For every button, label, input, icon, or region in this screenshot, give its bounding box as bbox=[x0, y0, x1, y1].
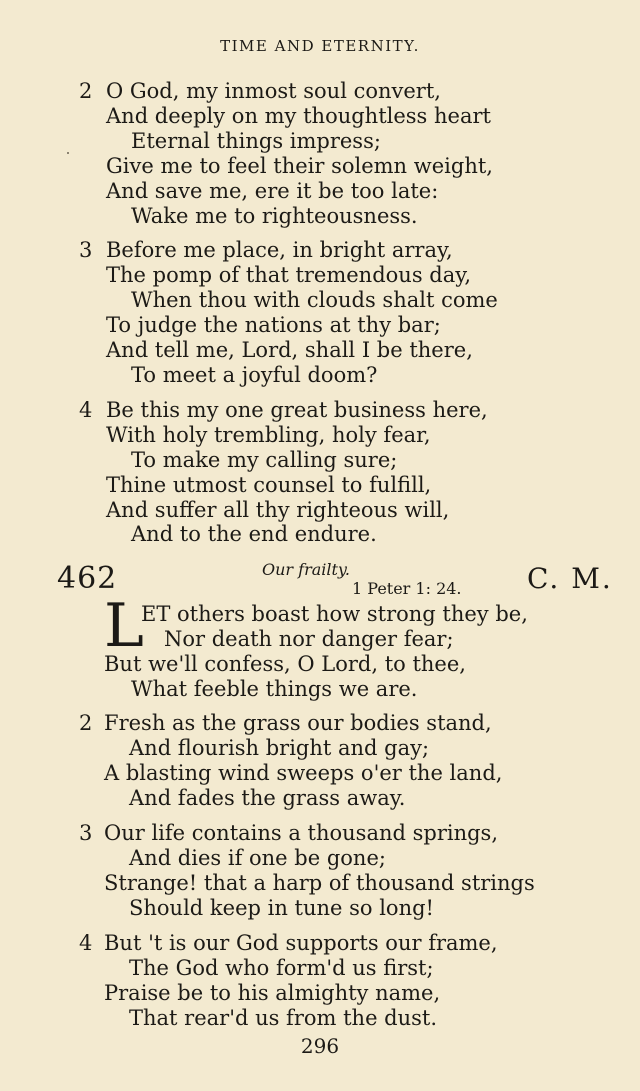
running-header: TIME AND ETERNITY. bbox=[220, 37, 420, 55]
scripture-reference: 1 Peter 1: 24. bbox=[352, 579, 462, 598]
verse-line: Strange! that a harp of thousand strings bbox=[104, 871, 535, 895]
verse-line: Eternal things impress; bbox=[131, 129, 381, 153]
verse-line: Thine utmost counsel to fulfill, bbox=[106, 473, 432, 497]
verse-line: Fresh as the grass our bodies stand, bbox=[104, 711, 492, 735]
verse-line: And suffer all thy righteous will, bbox=[106, 498, 450, 522]
verse-line: To meet a joyful doom? bbox=[131, 363, 378, 387]
verse-number: 3 bbox=[79, 238, 93, 262]
verse-line: When thou with clouds shalt come bbox=[131, 288, 498, 312]
verse-number: 4 bbox=[79, 931, 93, 955]
verse-line: And deeply on my thoughtless heart bbox=[106, 104, 491, 128]
verse-number: 2 bbox=[79, 79, 93, 103]
verse-line: Be this my one great business here, bbox=[106, 398, 488, 422]
verse-line: And tell me, Lord, shall I be there, bbox=[106, 338, 473, 362]
drop-cap: L bbox=[104, 591, 144, 661]
hymn-title: Our frailty. bbox=[262, 560, 350, 579]
verse-line: Before me place, in bright array, bbox=[106, 238, 453, 262]
verse-line: That rear'd us from the dust. bbox=[129, 1006, 438, 1030]
paper-speck bbox=[67, 152, 69, 154]
verse-line: And save me, ere it be too late: bbox=[106, 179, 439, 203]
verse-line: And fades the grass away. bbox=[129, 786, 406, 810]
verse-line: But we'll confess, O Lord, to thee, bbox=[104, 652, 466, 676]
verse-line: What feeble things we are. bbox=[131, 677, 418, 701]
hymn-number: 462 bbox=[57, 561, 118, 596]
verse-line: Nor death nor danger fear; bbox=[164, 627, 454, 651]
verse-line: Wake me to righteousness. bbox=[131, 204, 418, 228]
verse-line: O God, my inmost soul convert, bbox=[106, 79, 441, 103]
verse-line: ET others boast how strong they be, bbox=[141, 602, 528, 626]
verse-line: To make my calling sure; bbox=[131, 448, 398, 472]
page-number: 296 bbox=[300, 1034, 340, 1058]
verse-number: 2 bbox=[79, 711, 93, 735]
verse-line: Give me to feel their solemn weight, bbox=[106, 154, 493, 178]
verse-line: To judge the nations at thy bar; bbox=[106, 313, 441, 337]
verse-line: And to the end endure. bbox=[131, 522, 377, 546]
verse-line: The God who form'd us first; bbox=[129, 956, 434, 980]
verse-line: A blasting wind sweeps o'er the land, bbox=[104, 761, 503, 785]
verse-line: Should keep in tune so long! bbox=[129, 896, 434, 920]
verse-line: Praise be to his almighty name, bbox=[104, 981, 441, 1005]
verse-number: 4 bbox=[79, 398, 93, 422]
verse-line: And dies if one be gone; bbox=[129, 846, 386, 870]
verse-line: And flourish bright and gay; bbox=[129, 736, 430, 760]
verse-number: 3 bbox=[79, 821, 93, 845]
verse-line: With holy trembling, holy fear, bbox=[106, 423, 431, 447]
verse-line: Our life contains a thousand springs, bbox=[104, 821, 499, 845]
hymn-meter: C. M. bbox=[527, 562, 613, 595]
verse-line: But 't is our God supports our frame, bbox=[104, 931, 498, 955]
verse-line: The pomp of that tremendous day, bbox=[106, 263, 471, 287]
